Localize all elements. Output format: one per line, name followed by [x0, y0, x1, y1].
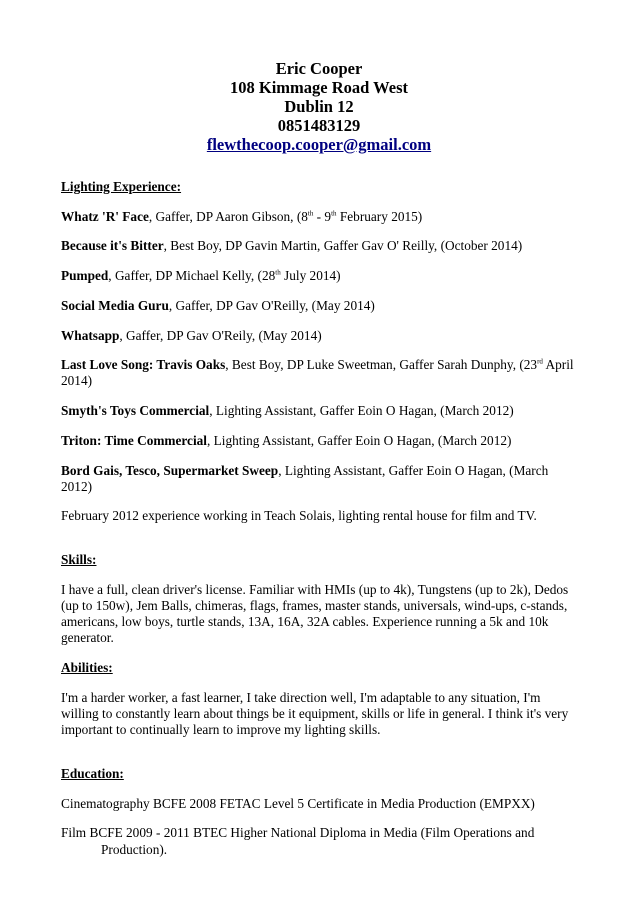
experience-entry: Smyth's Toys Commercial, Lighting Assistant, Gaffer Eoin O Hagan, (March 2012) [61, 403, 514, 419]
abilities-text: I'm a harder worker, a fast learner, I take direction well, I'm adaptable to any situation, I'm willing to constantly learn about things be it equipment, skills or life in general. I think it's very important to continually learn to improve my lighting skills. [61, 689, 569, 738]
education-item: Film BCFE 2009 - 2011 BTEC Higher National Diploma in Media (Film Operations and Production). [61, 825, 535, 857]
experience-entry: Bord Gais, Tesco, Supermarket Sweep, Lighting Assistant, Gaffer Eoin O Hagan, (March 2012) [61, 462, 549, 494]
contact-header [0, 59, 638, 154]
skills-text: I have a full, clean driver's license. Familiar with HMIs (up to 4k), Tungstens (up to 2k), Dedos (up to 150w), Jem Balls, chimeras, flags, frames, master stands, universals, wind-ups, c-stands, americans, low boys, turtle stands, 13A, 16A, 32A cables. Experience running a 5k and 10k generator. [61, 581, 569, 646]
experience-entry: Whatsapp, Gaffer, DP Gav O'Reily, (May 2014) [61, 327, 322, 343]
experience-entry: Triton: Time Commercial, Lighting Assistant, Gaffer Eoin O Hagan, (March 2012) [61, 432, 512, 448]
experience-entry: Because it's Bitter, Best Boy, DP Gavin Martin, Gaffer Gav O' Reilly, (October 2014) [61, 238, 523, 254]
address-line-1: 108 Kimmage Road West [230, 78, 408, 97]
applicant-name: Eric Cooper [275, 59, 363, 78]
cv-body [61, 179, 581, 871]
email-link[interactable]: flewthecoop.cooper@gmail.com [206, 135, 432, 154]
experience-entry: Pumped, Gaffer, DP Michael Kelly, (28th July 2014) [61, 268, 341, 284]
experience-entry: Last Love Song: Travis Oaks, Best Boy, DP Luke Sweetman, Gaffer Sarah Dunphy, (23rd April 2014) [61, 357, 574, 389]
abilities-heading: Abilities: [61, 660, 113, 676]
education-item: Cinematography BCFE 2008 FETAC Level 5 Certificate in Media Production (EMPXX) [61, 795, 535, 811]
experience-note: February 2012 experience working in Teach Solais, lighting rental house for film and TV. [61, 508, 537, 524]
lighting-experience-heading: Lighting Experience: [61, 179, 182, 194]
skills-heading: Skills: [61, 552, 97, 568]
phone-number: 0851483129 [277, 116, 361, 135]
experience-entry: Social Media Guru, Gaffer, DP Gav O'Reilly, (May 2014) [61, 297, 375, 313]
experience-entry: Whatz 'R' Face, Gaffer, DP Aaron Gibson, (8th - 9th February 2015) [61, 208, 423, 224]
education-heading: Education: [61, 765, 124, 781]
address-line-2: Dublin 12 [284, 97, 354, 116]
